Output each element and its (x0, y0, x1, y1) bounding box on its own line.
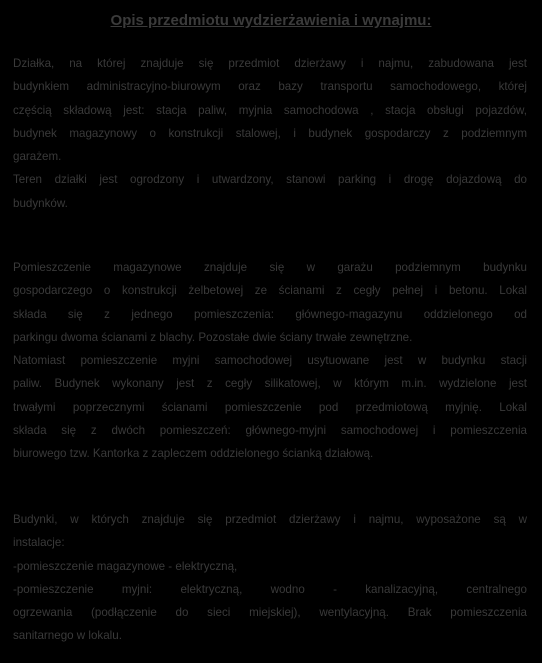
text-line: gospodarczego o konstrukcji żelbetowej ze ścianami z cegły pełnej i betonu. Lokal (13, 284, 527, 298)
text-line: składa się z dwóch pomieszczeń: głównego-myjni samochodowej i pomieszczenia (13, 424, 527, 438)
text-line: ogrzewania (podłączenie do sieci miejskiej), wentylacyjną. Brak pomieszczenia (13, 606, 527, 620)
text-line: Teren działki jest ogrodzony i utwardzony, stanowi parking i drogę dojazdową do (13, 173, 527, 187)
text-line: Budynki, w których znajduje się przedmiot dzierżawy i najmu, wyposażone są w (13, 513, 527, 526)
text-line: instalacje: (13, 536, 65, 550)
text-line: budynków. (13, 196, 68, 210)
text-line: Działka, na której znajduje się przedmiot dzierżawy i najmu, zabudowana jest (13, 57, 527, 70)
text-line: sanitarnego w lokalu. (13, 629, 122, 643)
paragraph-site-description (13, 52, 527, 215)
text-line: budynek magazynowy o konstrukcji stalowej, i budynek gospodarczy z podziemnym (13, 126, 527, 140)
text-line: paliw. Budynek wykonany jest z cegły silikatowej, w którym m.in. wydzielone jest (13, 377, 527, 391)
text-line: -pomieszczenie myjni: elektryczną, wodno - kanalizacyjną, centralnego (13, 582, 527, 596)
text-line: trwałymi poprzecznymi ścianami pomieszczenie pod przedmiotową myjnię. Lokal (13, 400, 527, 414)
paragraph-installations (13, 508, 527, 648)
text-line: częścią składową jest: stacja paliw, myjnia samochodowa , stacja obsługi pojazdów, (13, 103, 527, 117)
page-title: Opis przedmiotu wydzierżawienia i wynajmu: (110, 12, 432, 29)
text-line: -pomieszczenie magazynowe - elektryczną, (13, 559, 238, 573)
text-line: biurowego tzw. Kantorka z zapleczem oddzielonego ścianką działową. (13, 447, 374, 461)
text-line: parkingu dwoma ścianami z blachy. Pozostałe dwie ściany trwałe zewnętrzne. (13, 330, 413, 344)
paragraph-premises-description (13, 256, 527, 466)
text-line: garażem. (13, 150, 62, 164)
text-line: Natomiast pomieszczenie myjni samochodowej usytuowane jest w budynku stacji (13, 354, 527, 368)
text-line: budynkiem administracyjno-biurowym oraz bazy transportu samochodowego, której (13, 80, 527, 94)
text-line: Pomieszczenie magazynowe znajduje się w garażu podziemnym budynku (13, 261, 527, 274)
text-line: składa się z jednego pomieszczenia: głównego-magazynu oddzielonego od (13, 307, 527, 321)
